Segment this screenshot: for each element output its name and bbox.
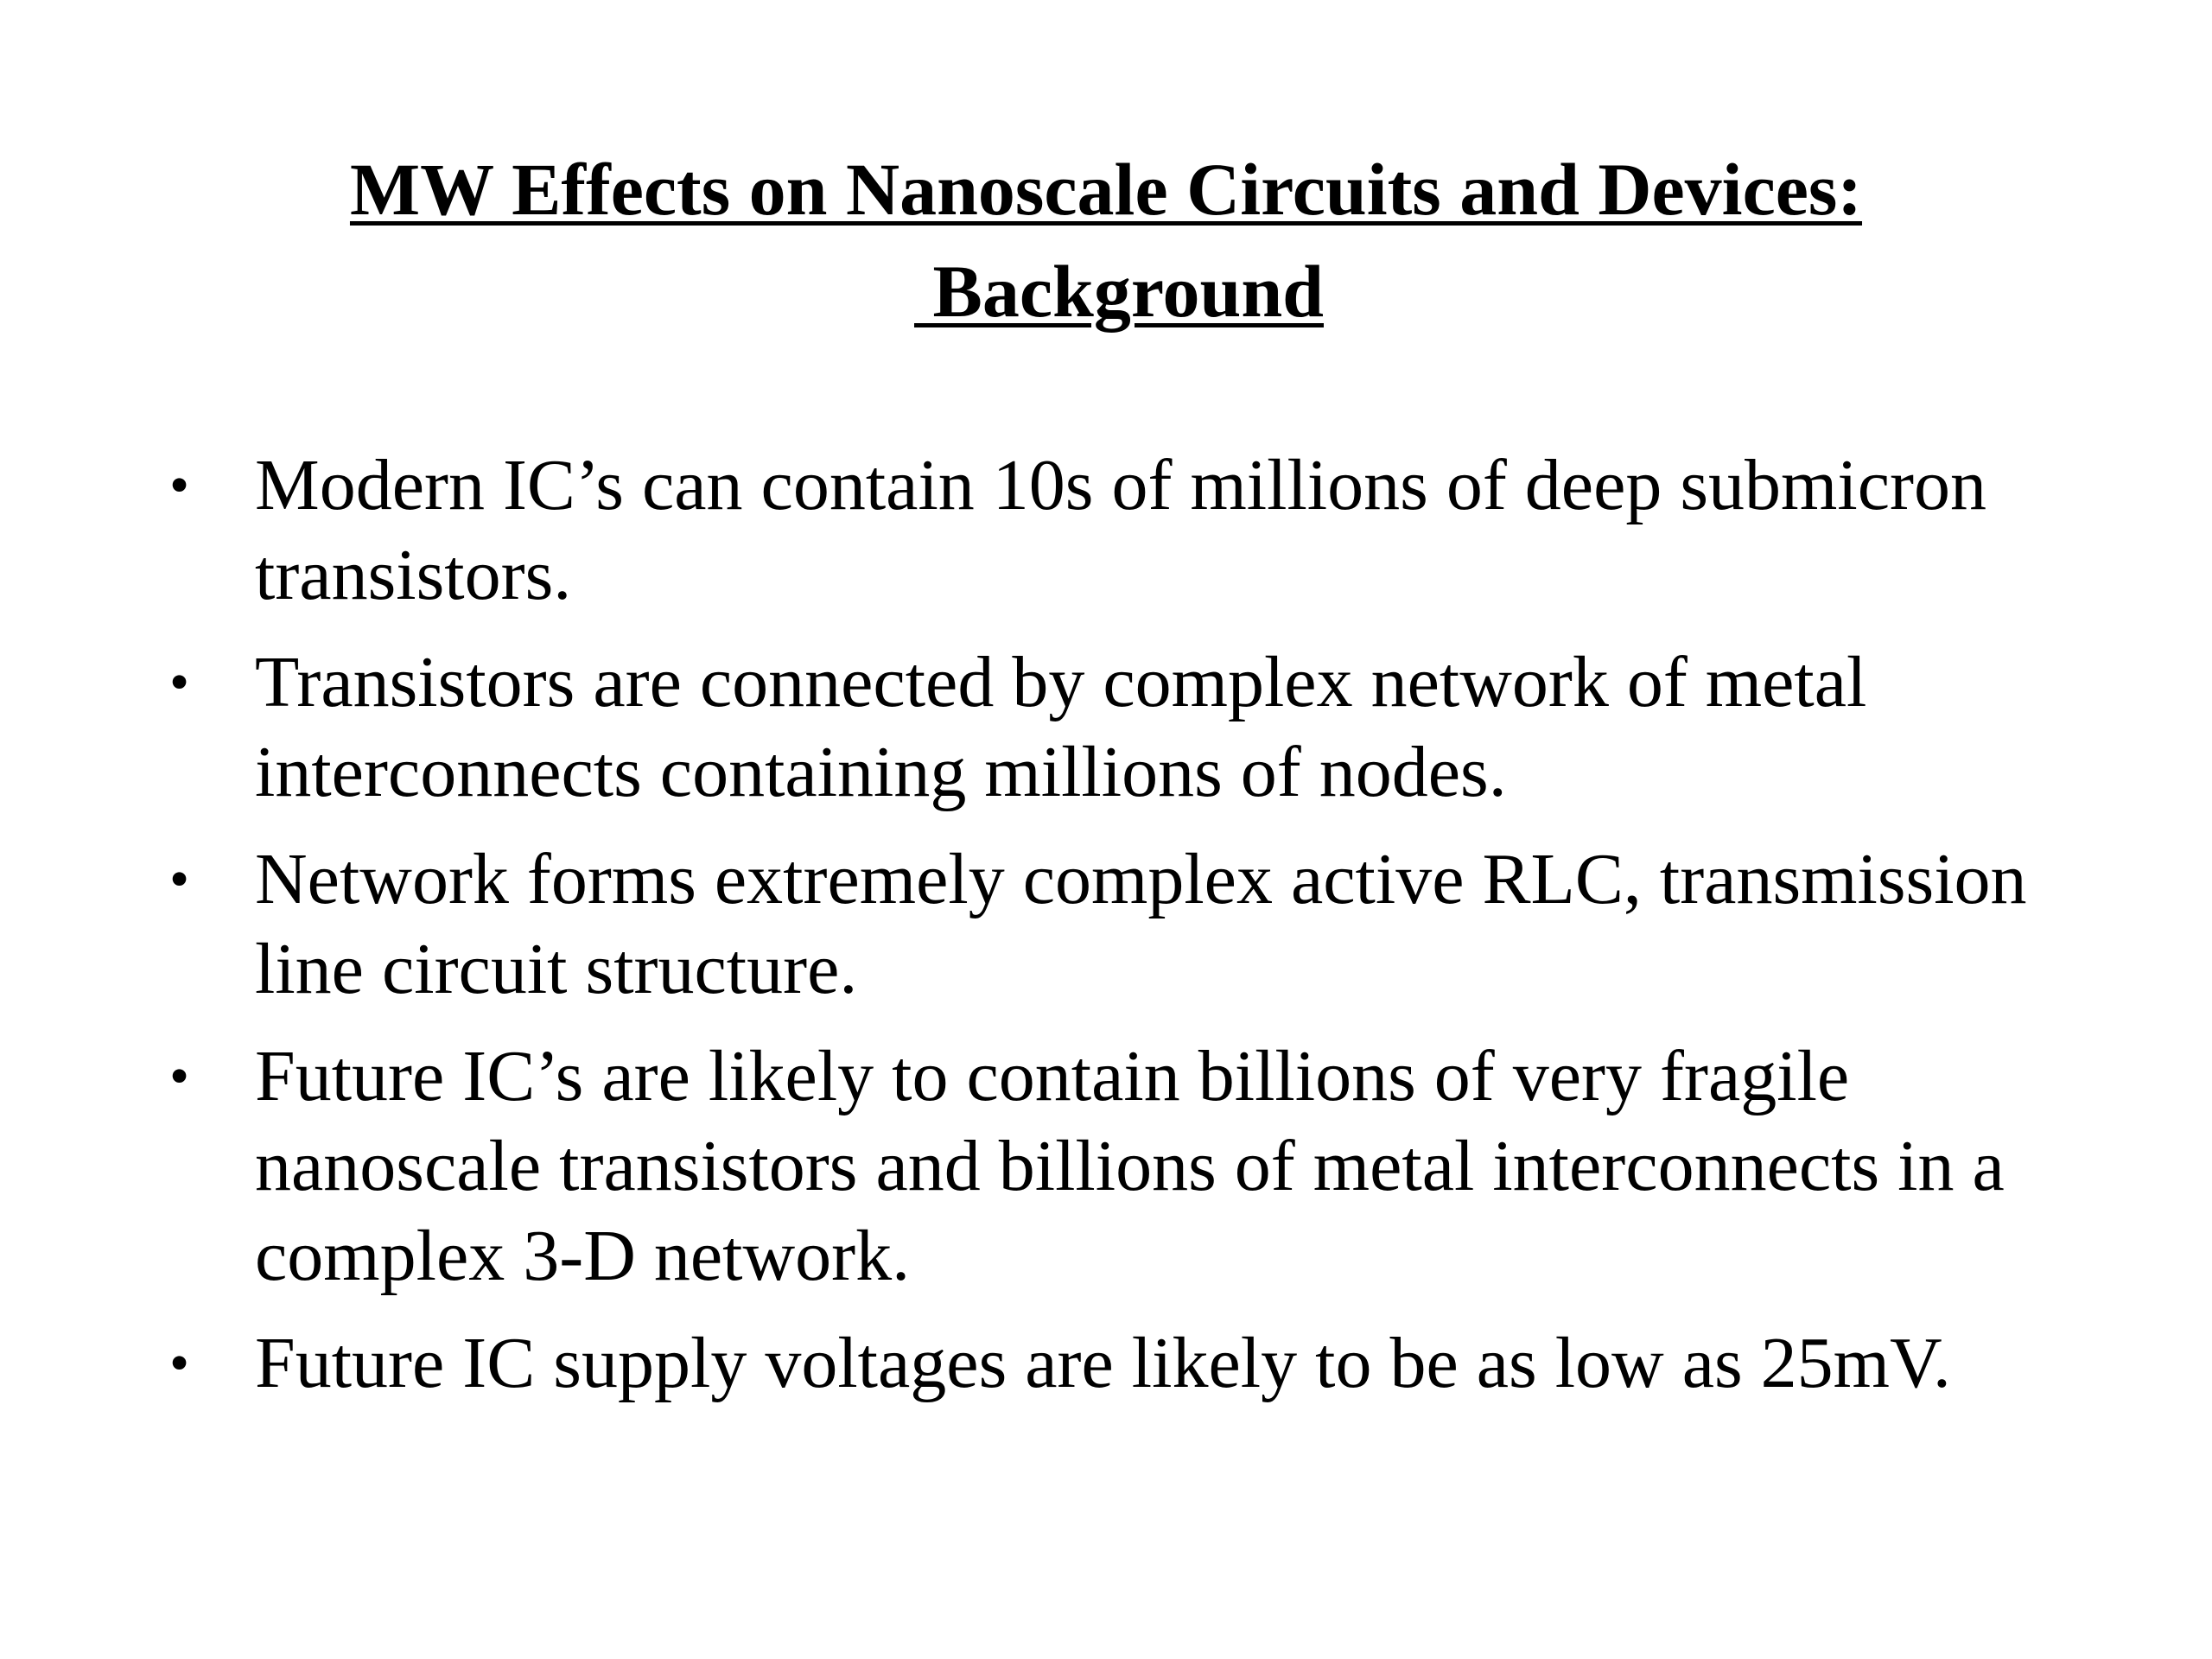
slide-title xyxy=(0,138,2212,342)
bullet-text: Modern IC’s can contain 10s of millions of deep submicron transistors. xyxy=(255,445,1986,615)
bullet-icon: • xyxy=(169,651,190,714)
bullet-item xyxy=(156,835,2091,1014)
title-line-2: Background xyxy=(914,250,1324,333)
bullet-icon: • xyxy=(169,848,190,911)
bullet-icon: • xyxy=(169,1045,190,1108)
bullet-item xyxy=(156,1319,2091,1408)
bullet-text: Transistors are connected by complex network of metal interconnects containing millions of nodes. xyxy=(255,642,1867,812)
bullet-icon: • xyxy=(169,454,190,517)
title-line-1: MW Effects on Nanoscale Circuits and Devices: xyxy=(349,148,1863,231)
bullet-icon: • xyxy=(169,1332,190,1395)
bullet-item xyxy=(156,1032,2091,1301)
bullet-text: Future IC supply voltages are likely to be as low as 25mV. xyxy=(255,1323,1951,1403)
bullet-list xyxy=(156,441,2091,1426)
bullet-item xyxy=(156,638,2091,817)
bullet-text: Future IC’s are likely to contain billions of very fragile nanoscale transistors and billions of metal interconnects in a complex 3-D network. xyxy=(255,1036,2005,1296)
bullet-item xyxy=(156,441,2091,620)
bullet-text: Network forms extremely complex active RLC, transmission line circuit structure. xyxy=(255,839,2027,1009)
